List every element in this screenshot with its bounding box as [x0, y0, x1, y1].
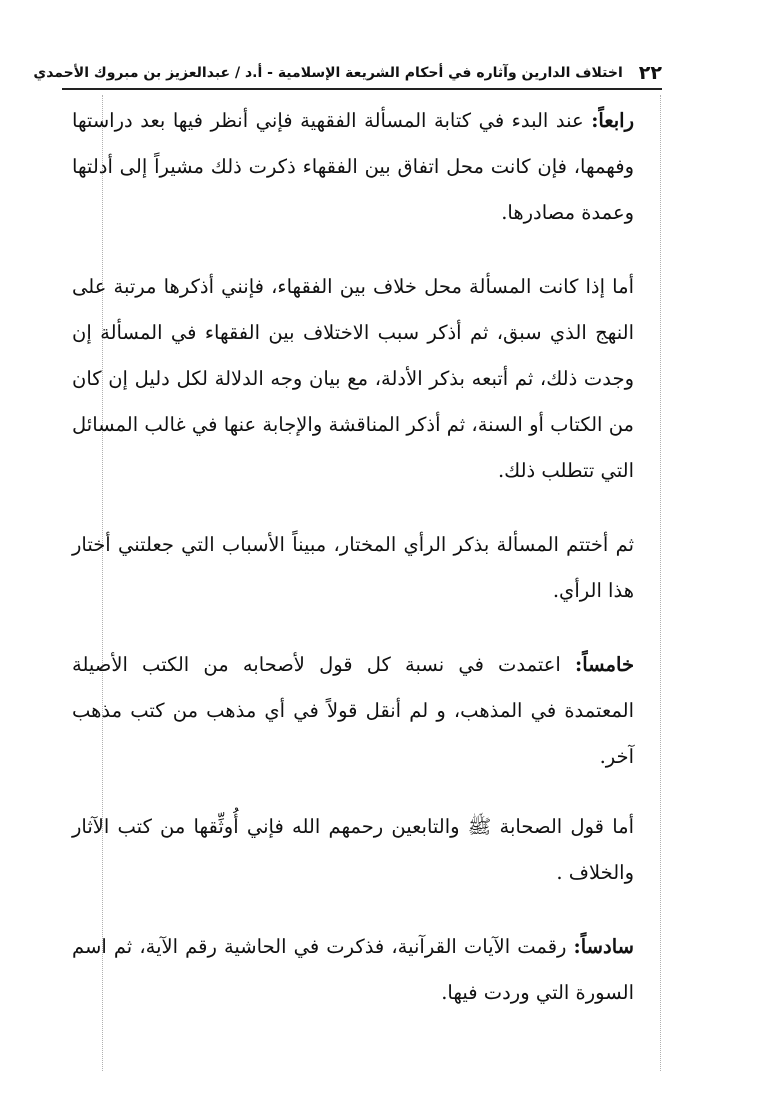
- paragraph-text: ثم أختتم المسألة بذكر الرأي المختار، مبيناً الأسباب التي جعلتني أختار هذا الرأي.: [72, 533, 635, 602]
- paragraph-text: اعتمدت في نسبة كل قول لأصحابه من الكتب الأصيلة المعتمدة في المذهب، و لم أنقل قولاً في أي مذهب من كتب مذهب آخر.: [72, 653, 634, 768]
- paragraph-text: أما إذا كانت المسألة محل خلاف بين الفقهاء، فإنني أذكرها مرتبة على النهج الذي سبق، ثم أذكر سبب الاختلاف بين الفقهاء في المسألة إن وجدت ذلك، ثم أتبعه بذكر الأدلة، مع بيان وجه الدلالة لكل دليل إن كان من الكتاب أو السنة، ثم أذكر المناقشة والإجابة عنها في غالب المسائل التي تتطلب ذلك.: [72, 275, 634, 482]
- paragraph-lead: خامساً:: [575, 653, 634, 676]
- paragraph-fourth: [72, 98, 634, 236]
- paragraph-fifth: [72, 642, 634, 780]
- paragraph-lead: سادساً:: [573, 935, 634, 958]
- paragraph-conclusion: [72, 522, 634, 614]
- paragraph-text: أما قول الصحابة ﷺ والتابعين رحمهم الله فإني أُوثِّقها من كتب الآثار والخلاف .: [72, 815, 634, 884]
- paragraph-text: رقمت الآيات القرآنية، فذكرت في الحاشية رقم الآية، ثم اسم السورة التي وردت فيها.: [72, 935, 634, 1004]
- body-text: [72, 98, 634, 1044]
- paragraph-sixth: [72, 924, 634, 1016]
- page-number: ٢٢: [638, 62, 662, 84]
- running-header: [33, 58, 662, 90]
- paragraph-text: عند البدء في كتابة المسألة الفقهية فإني أنظر فيها بعد دراستها وفهمها، فإن كانت محل اتفاق بين الفقهاء ذكرت ذلك مشيراً إلى أدلتها وعمدة مصادرها.: [72, 109, 634, 224]
- scan-artifact-line: [660, 95, 661, 1071]
- paragraph-companions: [72, 804, 634, 896]
- running-title: اختلاف الدارين وآثاره في أحكام الشريعة الإسلامية - أ.د / عبدالعزيز بن مبروك الأحمدي: [33, 65, 623, 81]
- paragraph-lead: رابعاً:: [591, 109, 634, 132]
- paragraph-disputed: [72, 264, 634, 494]
